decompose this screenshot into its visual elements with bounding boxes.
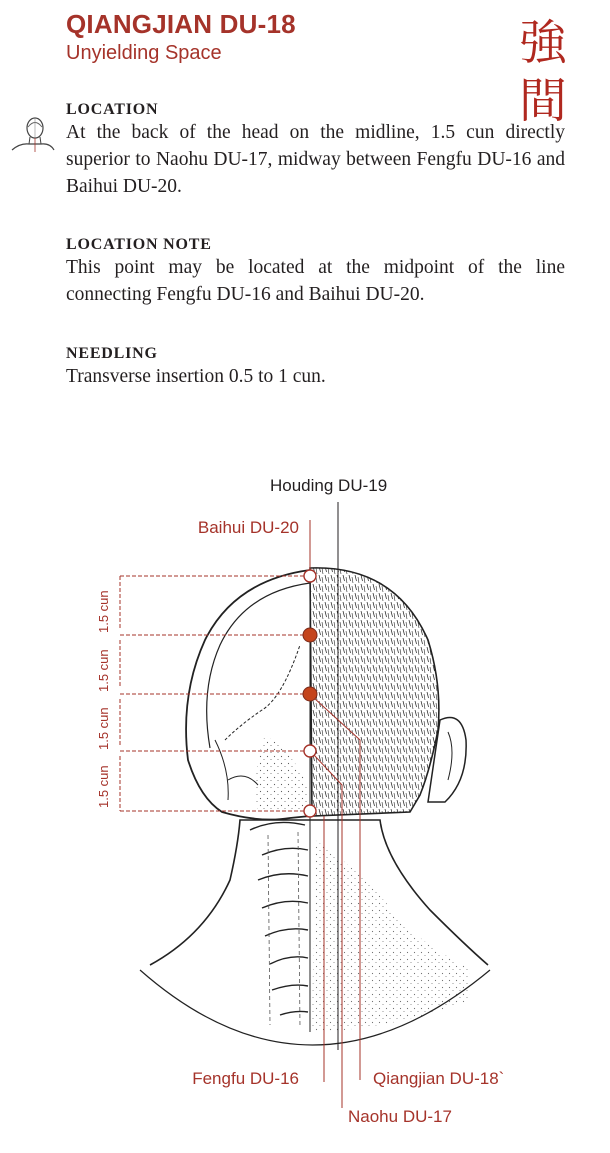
point-title: QIANGJIAN DU-18: [66, 9, 296, 39]
needling-text: Transverse insertion 0.5 to 1 cun.: [66, 366, 326, 387]
section-needling: [66, 345, 565, 390]
chinese-char-1: 強: [518, 15, 567, 71]
measure-label-3: 1.5 cun: [96, 707, 111, 750]
point-fengfu-du16: [304, 805, 316, 817]
neck-shoulders: [140, 820, 490, 1045]
location-note-heading: LOCATION NOTE: [66, 236, 212, 253]
label-houding: Houding DU-19: [270, 476, 388, 495]
measure-label-2: 1.5 cun: [96, 649, 111, 692]
location-note-text: This point may be located at the midpoint of the line connecting Fengfu DU-16 and Baihui DU-20.: [66, 257, 565, 305]
point-qiangjian-du18: [303, 687, 317, 701]
measure-label-4: 1.5 cun: [96, 765, 111, 808]
measure-label-1: 1.5 cun: [96, 590, 111, 633]
head-back-view-icon: [8, 114, 56, 154]
location-heading: LOCATION: [66, 101, 159, 118]
label-baihui: Baihui DU-20: [197, 518, 299, 537]
chinese-char-2: 間: [518, 73, 567, 129]
label-fengfu: Fengfu DU-16: [192, 1069, 299, 1088]
point-houding-du19: [303, 628, 317, 642]
skull-half: [186, 570, 310, 820]
needling-heading: NEEDLING: [66, 345, 158, 362]
point-naohu-du17: [304, 745, 316, 757]
cervical-spine: [250, 822, 308, 1028]
point-subtitle: Unyielding Space: [66, 42, 222, 64]
hair-half: [310, 568, 466, 816]
label-naohu: Naohu DU-17: [348, 1107, 452, 1126]
head-illustration: [0, 440, 610, 1153]
section-location-note: [66, 236, 565, 308]
label-qiangjian: Qiangjian DU-18`: [373, 1069, 505, 1088]
section-location: [66, 101, 565, 200]
location-text: At the back of the head on the midline, 1.5 cun directly superior to Naohu DU-17, midway between Fengfu DU-16 and Baihui DU-20.: [66, 122, 565, 197]
point-baihui-du20: [304, 570, 316, 582]
